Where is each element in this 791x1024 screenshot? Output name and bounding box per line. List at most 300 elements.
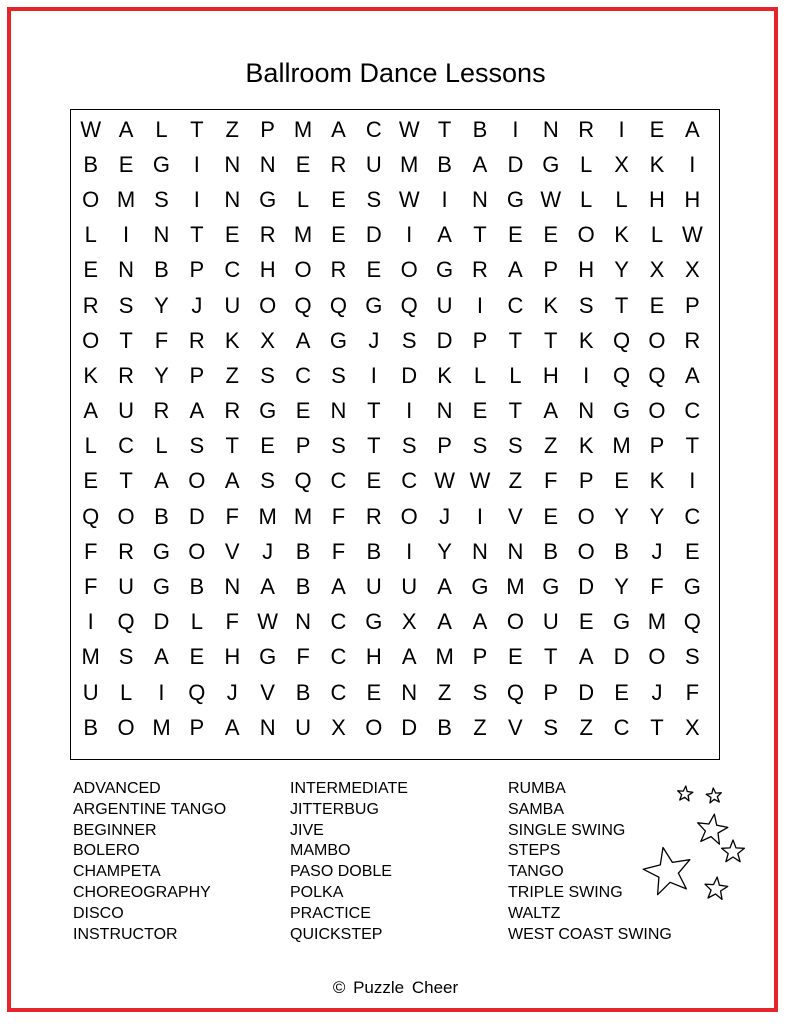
grid-letter[interactable]: Y xyxy=(649,503,665,529)
grid-letter[interactable]: A xyxy=(684,362,700,388)
grid-letter[interactable]: A xyxy=(260,574,275,600)
grid-letter[interactable]: B xyxy=(295,538,311,564)
grid-letter[interactable]: C xyxy=(684,503,701,529)
grid-letter[interactable]: R xyxy=(578,116,595,142)
grid-letter[interactable]: A xyxy=(684,116,700,142)
grid-letter[interactable]: I xyxy=(583,362,590,388)
grid-letter[interactable]: H xyxy=(684,186,701,212)
grid-letter[interactable]: W xyxy=(398,186,420,212)
grid-letter[interactable]: G xyxy=(612,609,631,635)
grid-letter[interactable]: D xyxy=(613,644,630,670)
grid-letter[interactable]: P xyxy=(472,327,488,353)
grid-letter[interactable]: A xyxy=(295,327,311,353)
grid-letter[interactable]: R xyxy=(188,327,205,353)
grid-letter[interactable]: M xyxy=(647,609,667,635)
grid-letter[interactable]: O xyxy=(294,257,312,283)
grid-letter[interactable]: E xyxy=(118,151,134,177)
grid-letter[interactable]: F xyxy=(650,574,664,600)
grid-letter[interactable]: A xyxy=(118,116,134,142)
grid-letter[interactable]: I xyxy=(87,609,94,635)
grid-letter[interactable]: S xyxy=(154,186,169,212)
grid-letter[interactable]: M xyxy=(116,186,136,212)
grid-letter[interactable]: G xyxy=(259,398,277,424)
grid-letter[interactable]: U xyxy=(224,292,241,318)
grid-letter[interactable]: L xyxy=(190,609,203,635)
grid-letter[interactable]: E xyxy=(366,468,382,494)
grid-letter[interactable]: Q xyxy=(648,362,666,388)
grid-letter[interactable]: O xyxy=(82,327,100,353)
grid-letter[interactable]: L xyxy=(473,362,487,388)
grid-letter[interactable]: Q xyxy=(294,468,312,494)
grid-letter[interactable]: G xyxy=(365,292,383,318)
grid-letter[interactable]: P xyxy=(437,433,452,459)
grid-letter[interactable]: N xyxy=(542,116,559,142)
grid-letter[interactable]: C xyxy=(330,468,347,494)
grid-letter[interactable]: C xyxy=(224,257,241,283)
grid-letter[interactable]: K xyxy=(649,151,665,177)
grid-letter[interactable]: P xyxy=(543,679,559,705)
grid-letter[interactable]: L xyxy=(155,433,168,459)
grid-letter[interactable]: W xyxy=(257,609,279,635)
grid-letter[interactable]: W xyxy=(434,468,455,494)
grid-letter[interactable]: K xyxy=(578,327,594,353)
grid-letter[interactable]: V xyxy=(508,503,523,529)
grid-letter[interactable]: F xyxy=(225,503,239,529)
grid-letter[interactable]: L xyxy=(650,222,664,248)
grid-letter[interactable]: B xyxy=(437,714,452,740)
grid-letter[interactable]: X xyxy=(260,327,275,353)
grid-letter[interactable]: E xyxy=(684,538,700,564)
grid-letter[interactable]: H xyxy=(259,257,276,283)
grid-letter[interactable]: J xyxy=(226,679,238,705)
grid-letter[interactable]: U xyxy=(542,609,559,635)
grid-letter[interactable]: O xyxy=(577,538,595,564)
grid-letter[interactable]: J xyxy=(191,292,203,318)
grid-letter[interactable]: H xyxy=(578,257,595,283)
grid-letter[interactable]: S xyxy=(260,362,275,388)
grid-letter[interactable]: C xyxy=(401,468,418,494)
grid-letter[interactable]: R xyxy=(82,292,99,318)
grid-letter[interactable]: O xyxy=(117,714,135,740)
grid-letter[interactable]: F xyxy=(331,538,346,564)
grid-letter[interactable]: Q xyxy=(188,679,206,705)
grid-letter[interactable]: U xyxy=(295,714,311,740)
grid-letter[interactable]: O xyxy=(506,609,524,635)
grid-letter[interactable]: D xyxy=(401,362,418,388)
grid-letter[interactable]: K xyxy=(543,292,559,318)
grid-letter[interactable]: X xyxy=(649,257,665,283)
grid-letter[interactable]: A xyxy=(154,468,169,494)
grid-letter[interactable]: S xyxy=(401,327,417,353)
grid-letter[interactable]: P xyxy=(260,116,275,142)
grid-letter[interactable]: Y xyxy=(154,362,169,388)
grid-letter[interactable]: K xyxy=(614,222,629,248)
grid-letter[interactable]: E xyxy=(366,257,382,283)
grid-letter[interactable]: R xyxy=(330,257,347,283)
grid-letter[interactable]: U xyxy=(82,679,99,705)
grid-letter[interactable]: Z xyxy=(579,714,593,740)
grid-letter[interactable]: O xyxy=(259,292,277,318)
grid-letter[interactable]: R xyxy=(365,503,382,529)
grid-letter[interactable]: M xyxy=(400,151,419,177)
grid-letter[interactable]: L xyxy=(296,186,310,212)
grid-letter[interactable]: M xyxy=(293,503,313,529)
grid-letter[interactable]: Y xyxy=(614,257,629,283)
grid-letter[interactable]: P xyxy=(578,468,594,494)
grid-letter[interactable]: I xyxy=(689,468,696,494)
grid-letter[interactable]: A xyxy=(437,222,452,248)
grid-letter[interactable]: V xyxy=(224,538,240,564)
grid-letter[interactable]: S xyxy=(401,433,417,459)
grid-letter[interactable]: O xyxy=(82,186,100,212)
grid-letter[interactable]: S xyxy=(331,362,346,388)
grid-letter[interactable]: W xyxy=(540,186,562,212)
grid-letter[interactable]: B xyxy=(295,574,311,600)
grid-letter[interactable]: R xyxy=(330,151,347,177)
grid-letter[interactable]: I xyxy=(618,116,625,142)
grid-letter[interactable]: D xyxy=(365,222,382,248)
grid-letter[interactable]: N xyxy=(401,679,418,705)
grid-letter[interactable]: H xyxy=(224,644,241,670)
grid-letter[interactable]: G xyxy=(436,257,454,283)
grid-letter[interactable]: Z xyxy=(508,468,523,494)
grid-letter[interactable]: T xyxy=(367,433,381,459)
grid-letter[interactable]: F xyxy=(83,574,98,600)
grid-letter[interactable]: B xyxy=(472,116,488,142)
grid-letter[interactable]: B xyxy=(295,679,311,705)
grid-letter[interactable]: T xyxy=(544,644,558,670)
grid-letter[interactable]: O xyxy=(400,257,418,283)
grid-letter[interactable]: S xyxy=(508,433,523,459)
grid-letter[interactable]: R xyxy=(684,327,701,353)
grid-letter[interactable]: A xyxy=(578,644,594,670)
grid-letter[interactable]: A xyxy=(83,398,99,424)
grid-letter[interactable]: X xyxy=(684,714,700,740)
grid-letter[interactable]: T xyxy=(614,292,629,318)
grid-letter[interactable]: E xyxy=(543,503,559,529)
grid-letter[interactable]: I xyxy=(406,222,413,248)
grid-letter[interactable]: S xyxy=(543,714,559,740)
grid-letter[interactable]: Q xyxy=(400,292,418,318)
grid-letter[interactable]: Q xyxy=(612,327,631,353)
grid-letter[interactable]: C xyxy=(330,679,347,705)
grid-letter[interactable]: E xyxy=(366,679,382,705)
grid-letter[interactable]: T xyxy=(650,714,664,740)
grid-letter[interactable]: Y xyxy=(154,292,169,318)
grid-letter[interactable]: M xyxy=(258,503,277,529)
grid-letter[interactable]: L xyxy=(509,362,522,388)
grid-letter[interactable]: Y xyxy=(614,574,629,600)
grid-letter[interactable]: M xyxy=(506,574,525,600)
grid-letter[interactable]: I xyxy=(689,151,696,177)
grid-letter[interactable]: S xyxy=(118,644,134,670)
grid-letter[interactable]: K xyxy=(649,468,665,494)
grid-letter[interactable]: N xyxy=(259,151,276,177)
grid-letter[interactable]: O xyxy=(648,644,666,670)
grid-letter[interactable]: I xyxy=(193,151,200,177)
grid-letter[interactable]: C xyxy=(295,362,311,388)
grid-letter[interactable]: U xyxy=(118,398,135,424)
grid-letter[interactable]: B xyxy=(154,503,169,529)
grid-letter[interactable]: D xyxy=(507,151,524,177)
grid-letter[interactable]: C xyxy=(365,116,382,142)
grid-letter[interactable]: P xyxy=(543,257,559,283)
grid-letter[interactable]: P xyxy=(649,433,665,459)
grid-letter[interactable]: T xyxy=(508,327,523,353)
grid-letter[interactable]: U xyxy=(436,292,453,318)
grid-letter[interactable]: B xyxy=(189,574,205,600)
grid-letter[interactable]: C xyxy=(118,433,135,459)
grid-letter[interactable]: L xyxy=(84,433,97,459)
grid-letter[interactable]: N xyxy=(224,186,241,212)
grid-letter[interactable]: I xyxy=(476,503,484,529)
grid-letter[interactable]: F xyxy=(296,644,310,670)
grid-letter[interactable]: T xyxy=(190,116,204,142)
grid-letter[interactable]: R xyxy=(224,398,241,424)
grid-letter[interactable]: B xyxy=(83,714,99,740)
grid-letter[interactable]: I xyxy=(193,186,200,212)
grid-letter[interactable]: J xyxy=(651,679,663,705)
grid-letter[interactable]: O xyxy=(400,503,418,529)
grid-letter[interactable]: H xyxy=(542,362,559,388)
grid-letter[interactable]: M xyxy=(81,644,100,670)
grid-letter[interactable]: N xyxy=(153,222,170,248)
grid-letter[interactable]: L xyxy=(155,116,168,142)
grid-letter[interactable]: L xyxy=(580,186,593,212)
grid-letter[interactable]: U xyxy=(118,574,135,600)
grid-letter[interactable]: P xyxy=(295,433,311,459)
grid-letter[interactable]: R xyxy=(118,362,135,388)
grid-letter[interactable]: E xyxy=(295,398,311,424)
grid-letter[interactable]: T xyxy=(544,327,558,353)
grid-letter[interactable]: I xyxy=(370,362,377,388)
grid-letter[interactable]: K xyxy=(437,362,452,388)
grid-letter[interactable]: C xyxy=(613,714,630,740)
grid-letter[interactable]: F xyxy=(331,503,346,529)
grid-letter[interactable]: Z xyxy=(544,433,558,459)
grid-letter[interactable]: S xyxy=(578,292,594,318)
grid-letter[interactable]: A xyxy=(543,398,559,424)
grid-letter[interactable]: R xyxy=(153,398,170,424)
grid-letter[interactable]: M xyxy=(293,116,313,142)
grid-letter[interactable]: G xyxy=(612,398,631,424)
grid-letter[interactable]: R xyxy=(259,222,276,248)
grid-letter[interactable]: M xyxy=(293,222,313,248)
grid-letter[interactable]: T xyxy=(367,398,381,424)
grid-letter[interactable]: A xyxy=(224,714,240,740)
grid-letter[interactable]: N xyxy=(295,609,311,635)
grid-letter[interactable]: E xyxy=(224,222,240,248)
grid-letter[interactable]: H xyxy=(365,644,382,670)
grid-letter[interactable]: D xyxy=(401,714,418,740)
grid-letter[interactable]: G xyxy=(683,574,701,600)
grid-letter[interactable]: X xyxy=(331,714,346,740)
grid-letter[interactable]: P xyxy=(472,644,488,670)
grid-letter[interactable]: E xyxy=(578,609,594,635)
grid-letter[interactable]: L xyxy=(84,222,97,248)
grid-letter[interactable]: A xyxy=(437,609,452,635)
grid-letter[interactable]: T xyxy=(119,327,133,353)
grid-letter[interactable]: B xyxy=(437,151,452,177)
grid-letter[interactable]: Q xyxy=(612,362,631,388)
grid-letter[interactable]: F xyxy=(154,327,169,353)
grid-letter[interactable]: S xyxy=(472,679,488,705)
grid-letter[interactable]: W xyxy=(681,222,703,248)
grid-letter[interactable]: A xyxy=(224,468,240,494)
grid-letter[interactable]: E xyxy=(649,116,665,142)
grid-letter[interactable]: D xyxy=(153,609,170,635)
grid-letter[interactable]: I xyxy=(158,679,165,705)
grid-letter[interactable]: O xyxy=(117,503,135,529)
grid-letter[interactable]: I xyxy=(512,116,519,142)
grid-letter[interactable]: G xyxy=(259,186,277,212)
grid-letter[interactable]: N xyxy=(507,538,524,564)
grid-letter[interactable]: A xyxy=(508,257,523,283)
grid-letter[interactable]: A xyxy=(189,398,205,424)
grid-letter[interactable]: A xyxy=(154,644,169,670)
grid-letter[interactable]: T xyxy=(508,398,523,424)
grid-letter[interactable]: F xyxy=(544,468,558,494)
grid-letter[interactable]: I xyxy=(123,222,130,248)
grid-letter[interactable]: W xyxy=(398,116,420,142)
grid-letter[interactable]: B xyxy=(543,538,559,564)
grid-letter[interactable]: T xyxy=(473,222,487,248)
grid-letter[interactable]: K xyxy=(578,433,594,459)
grid-letter[interactable]: L xyxy=(119,679,133,705)
grid-letter[interactable]: Q xyxy=(117,609,135,635)
grid-letter[interactable]: V xyxy=(508,714,523,740)
grid-letter[interactable]: O xyxy=(648,398,666,424)
grid-letter[interactable]: O xyxy=(577,222,595,248)
grid-letter[interactable]: C xyxy=(684,398,701,424)
grid-letter[interactable]: I xyxy=(406,398,413,424)
grid-letter[interactable]: T xyxy=(437,116,452,142)
grid-letter[interactable]: E xyxy=(189,644,205,670)
grid-letter[interactable]: N xyxy=(472,186,488,212)
grid-letter[interactable]: X xyxy=(614,151,629,177)
grid-letter[interactable]: B xyxy=(366,538,382,564)
grid-letter[interactable]: E xyxy=(614,679,629,705)
grid-letter[interactable]: T xyxy=(685,433,700,459)
grid-letter[interactable]: N xyxy=(224,151,241,177)
grid-letter[interactable]: E xyxy=(649,292,665,318)
grid-letter[interactable]: M xyxy=(612,433,631,459)
grid-letter[interactable]: S xyxy=(118,292,134,318)
grid-letter[interactable]: Y xyxy=(614,503,629,529)
grid-letter[interactable]: U xyxy=(365,151,382,177)
grid-letter[interactable]: S xyxy=(472,433,488,459)
grid-letter[interactable]: K xyxy=(83,362,99,388)
grid-letter[interactable]: A xyxy=(472,151,488,177)
grid-letter[interactable]: N xyxy=(578,398,595,424)
grid-letter[interactable]: B xyxy=(154,257,169,283)
grid-letter[interactable]: I xyxy=(476,292,484,318)
grid-letter[interactable]: M xyxy=(435,644,454,670)
grid-letter[interactable]: P xyxy=(189,714,205,740)
grid-letter[interactable]: N xyxy=(118,257,135,283)
grid-letter[interactable]: U xyxy=(365,574,382,600)
grid-letter[interactable]: W xyxy=(80,116,102,142)
grid-letter[interactable]: S xyxy=(260,468,275,494)
grid-letter[interactable]: N xyxy=(224,574,241,600)
grid-letter[interactable]: O xyxy=(188,468,206,494)
grid-letter[interactable]: X xyxy=(684,257,700,283)
grid-letter[interactable]: O xyxy=(648,327,666,353)
grid-letter[interactable]: I xyxy=(441,186,448,212)
grid-letter[interactable]: K xyxy=(224,327,240,353)
grid-letter[interactable]: C xyxy=(507,292,524,318)
grid-letter[interactable]: X xyxy=(401,609,417,635)
grid-letter[interactable]: S xyxy=(366,186,382,212)
grid-letter[interactable]: J xyxy=(439,503,451,529)
grid-letter[interactable]: R xyxy=(472,257,488,283)
grid-letter[interactable]: Z xyxy=(473,714,487,740)
grid-letter[interactable]: A xyxy=(472,609,488,635)
grid-letter[interactable]: Z xyxy=(437,679,452,705)
grid-letter[interactable]: O xyxy=(577,503,595,529)
grid-letter[interactable]: E xyxy=(331,222,346,248)
grid-letter[interactable]: J xyxy=(368,327,380,353)
grid-letter[interactable]: G xyxy=(471,574,489,600)
grid-letter[interactable]: S xyxy=(331,433,346,459)
grid-letter[interactable]: L xyxy=(615,186,628,212)
grid-letter[interactable]: A xyxy=(437,574,452,600)
grid-letter[interactable]: M xyxy=(152,714,171,740)
grid-letter[interactable]: E xyxy=(331,186,346,212)
grid-letter[interactable]: P xyxy=(189,257,205,283)
grid-letter[interactable]: U xyxy=(401,574,418,600)
grid-letter[interactable]: J xyxy=(262,538,274,564)
grid-letter[interactable]: E xyxy=(472,398,488,424)
grid-letter[interactable]: A xyxy=(331,574,346,600)
grid-letter[interactable]: O xyxy=(365,714,383,740)
grid-letter[interactable]: Z xyxy=(225,116,239,142)
grid-letter[interactable]: V xyxy=(260,679,275,705)
grid-letter[interactable]: P xyxy=(684,292,700,318)
grid-letter[interactable]: B xyxy=(83,151,99,177)
grid-letter[interactable]: F xyxy=(225,609,239,635)
grid-letter[interactable]: C xyxy=(330,609,347,635)
grid-letter[interactable]: E xyxy=(83,257,99,283)
grid-letter[interactable]: E xyxy=(543,222,559,248)
grid-letter[interactable]: N xyxy=(259,714,276,740)
grid-letter[interactable]: P xyxy=(189,362,205,388)
grid-letter[interactable]: G xyxy=(542,151,560,177)
grid-letter[interactable]: C xyxy=(330,644,347,670)
grid-letter[interactable]: G xyxy=(329,327,347,353)
grid-letter[interactable]: Y xyxy=(437,538,452,564)
grid-letter[interactable]: S xyxy=(189,433,205,459)
grid-letter[interactable]: B xyxy=(614,538,629,564)
grid-letter[interactable]: F xyxy=(83,538,98,564)
grid-letter[interactable]: F xyxy=(685,679,700,705)
grid-letter[interactable]: E xyxy=(508,644,523,670)
grid-letter[interactable]: N xyxy=(330,398,347,424)
grid-letter[interactable]: Q xyxy=(329,292,347,318)
grid-letter[interactable]: T xyxy=(190,222,204,248)
grid-letter[interactable]: R xyxy=(118,538,135,564)
grid-letter[interactable]: Q xyxy=(82,503,100,529)
grid-letter[interactable]: A xyxy=(331,116,346,142)
grid-letter[interactable]: Q xyxy=(683,609,701,635)
grid-letter[interactable]: D xyxy=(578,679,595,705)
grid-letter[interactable]: D xyxy=(188,503,205,529)
grid-letter[interactable]: E xyxy=(614,468,629,494)
grid-letter[interactable]: E xyxy=(508,222,523,248)
grid-letter[interactable]: Q xyxy=(506,679,524,705)
grid-letter[interactable]: T xyxy=(119,468,133,494)
grid-letter[interactable]: G xyxy=(365,609,383,635)
